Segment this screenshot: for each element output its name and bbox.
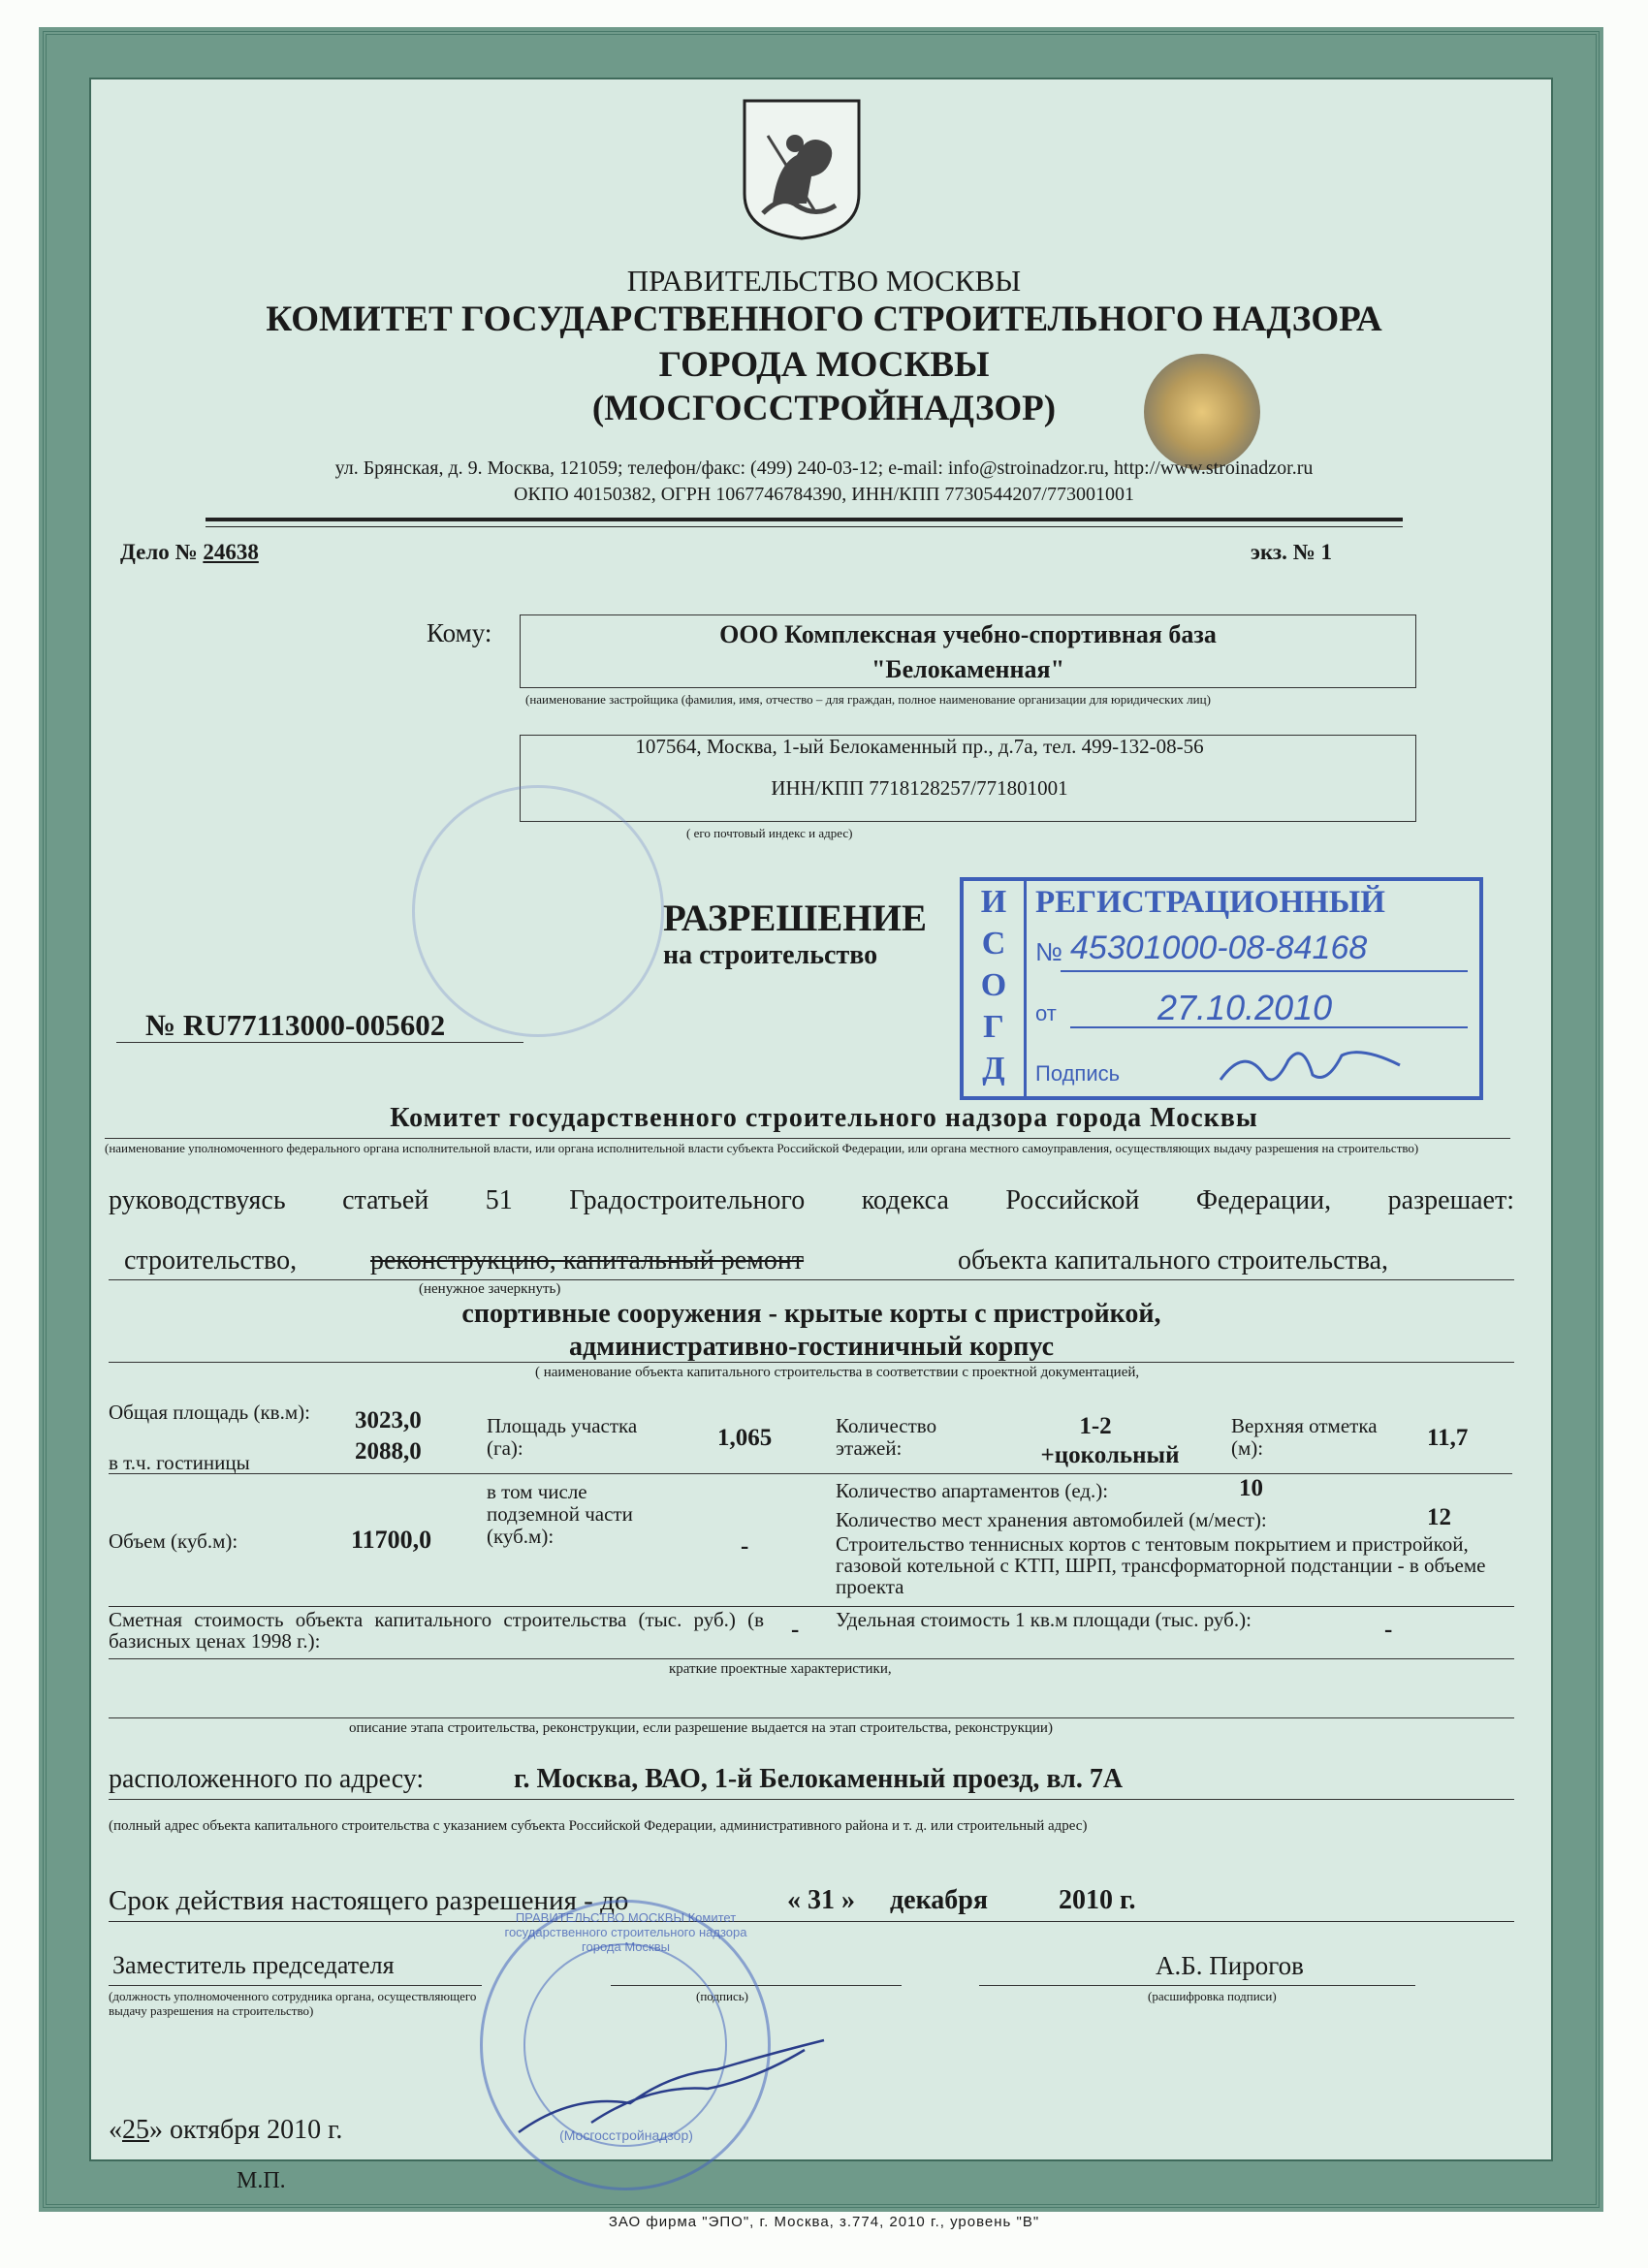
committee-short-name: (МОСГОССТРОЙНАДЗОР) — [591, 389, 1057, 428]
area-underline — [109, 1473, 487, 1474]
underground-value: - — [741, 1533, 749, 1559]
hotel-value: 2088,0 — [355, 1438, 422, 1465]
permit-subtitle: на строительство — [663, 940, 878, 970]
unit-cost-label: Удельная стоимость 1 кв.м площади (тыс. руб.): — [836, 1608, 1252, 1631]
issue-date-day: 25 — [122, 2115, 149, 2145]
issue-date-rest: » октября 2010 г. — [149, 2115, 343, 2145]
recipient-address-line2: ИНН/КПП 7718128257/771801001 — [771, 776, 1068, 800]
stage-underline — [109, 1717, 1514, 1718]
underground-label: в том числе подземной части (куб.м): — [487, 1480, 633, 1548]
position-hint: (должность уполномоченного сотрудника органа, осуществляющего выдачу разрешения на строительство) — [109, 1989, 477, 2018]
apartments-value: 10 — [1239, 1475, 1263, 1501]
plot-value: 1,065 — [717, 1425, 773, 1451]
case-label: Дело № — [120, 540, 198, 564]
recipient-name-line1: ООО Комплексная учебно-спортивная база — [719, 620, 1217, 648]
stamp-signature-icon — [1216, 1036, 1410, 1094]
floors-label: Количество этажей: — [836, 1414, 937, 1460]
stamp-sign-label: Подпись — [1035, 1061, 1121, 1086]
validity-label: Срок действия настоящего разрешения - до — [109, 1885, 629, 1916]
header-divider — [206, 518, 1403, 527]
stamp-letter-2: С — [981, 926, 1006, 961]
case-value: 24638 — [203, 540, 259, 564]
unit-cost-value: - — [1384, 1617, 1393, 1643]
committee-title-line2: ГОРОДА МОСКВЫ — [658, 345, 990, 385]
registration-stamp — [960, 877, 1483, 1100]
object-text: объекта капитального строительства, — [958, 1245, 1389, 1276]
signer-name: А.Б. Пирогов — [1156, 1951, 1304, 1980]
permit-number-underline — [116, 1042, 523, 1043]
stamp-heading: РЕГИСТРАЦИОННЫЙ — [1035, 885, 1385, 920]
stamp-letter-1: И — [980, 884, 1007, 920]
row3-underline — [109, 1658, 1514, 1659]
cost-label: Сметная стоимость объекта капитального строительства (тыс. руб.) (в базисных ценах 1998 г.): — [109, 1608, 764, 1653]
case-number — [120, 540, 259, 565]
official-seal-outer-text: ПРАВИТЕЛЬСТВО МОСКВЫ Комитет государственного строительного надзора города Москвы — [504, 1910, 747, 1954]
recipient-address-line1: 107564, Москва, 1-ый Белокаменный пр., д.7а, тел. 499-132-08-56 — [635, 735, 1204, 758]
stamp-date-value: 27.10.2010 — [1157, 988, 1333, 1027]
issue-date-open: « — [109, 2115, 122, 2145]
floors-value-line1: 1-2 — [1079, 1413, 1112, 1439]
location-label: расположенного по адресу: — [109, 1764, 425, 1794]
stamp-number-label: № — [1035, 937, 1062, 966]
stamp-date-label: от — [1035, 1001, 1057, 1025]
permit-title: РАЗРЕШЕНИЕ — [663, 898, 927, 939]
stamp-side-column — [964, 881, 1027, 1096]
volume-label: Объем (куб.м): — [109, 1529, 238, 1553]
committee-address: ул. Брянская, д. 9. Москва, 121059; телефон/факс: (499) 240-03-12; e-mail: info@stroinadzor.ru, http://www.stroinadzor.ru — [334, 457, 1314, 479]
apartments-label: Количество апартаментов (ед.): — [836, 1479, 1109, 1502]
construction-underline — [109, 1279, 1514, 1280]
guided-text: руководствуясь статьей 51 Градостроительного кодекса Российской Федерации, разрешает: — [109, 1185, 1514, 1215]
name-hint: (расшифровка подписи) — [1148, 1989, 1277, 2003]
object-hint: ( наименование объекта капитального строительства в соответствии с проектной документацией, — [535, 1365, 1140, 1380]
signature-hint: (подпись) — [696, 1989, 748, 2003]
validity-underline — [109, 1921, 1514, 1922]
name-underline — [979, 1985, 1415, 1986]
brief-hint: краткие проектные характеристики, — [669, 1661, 892, 1677]
stamp-letter-4: Г — [983, 1009, 1004, 1045]
stamp-date-line — [1070, 1026, 1468, 1028]
construction-word: строительство, — [124, 1245, 298, 1276]
row1-underline — [487, 1473, 1512, 1474]
parking-label: Количество мест хранения автомобилей (м/мест): — [836, 1508, 1267, 1531]
object-description: Строительство теннисных кортов с тентовым покрытием и пристройкой, газовой котельной с КТП, ШРП, трансформаторной подстанции - в объеме проекта — [836, 1532, 1486, 1598]
parking-value: 12 — [1427, 1504, 1451, 1530]
location-underline — [109, 1799, 1514, 1800]
committee-title-line1: КОМИТЕТ ГОСУДАРСТВЕННОГО СТРОИТЕЛЬНОГО НАДЗОРА — [266, 299, 1382, 339]
stamp-number-value: 45301000-08-84168 — [1070, 929, 1368, 966]
validity-day: « 31 » — [787, 1885, 855, 1915]
top-mark-value: 11,7 — [1427, 1425, 1469, 1451]
object-name-line1: спортивные сооружения - крытые корты с пристройкой, — [461, 1299, 1161, 1329]
object-name-line2: административно-гостиничный корпус — [568, 1332, 1055, 1362]
hotel-label: в т.ч. гостиницы — [109, 1451, 250, 1474]
permit-number: № RU77113000-005602 — [145, 1008, 446, 1042]
stamp-letter-3: О — [980, 967, 1007, 1003]
moscow-coat-of-arms-icon — [739, 97, 865, 242]
printer-footer: ЗАО фирма "ЭПО", г. Москва, з.774, 2010 г., уровень "В" — [608, 2214, 1040, 2230]
total-area-label: Общая площадь (кв.м): — [109, 1401, 310, 1424]
top-mark-label: Верхняя отметка (м): — [1231, 1414, 1378, 1460]
validity-year: 2010 г. — [1059, 1885, 1136, 1915]
cost-value: - — [791, 1617, 800, 1643]
floors-value-line2: +цокольный — [1040, 1442, 1180, 1468]
stamp-number-line — [1061, 970, 1468, 972]
faint-seal — [412, 785, 664, 1037]
position-underline — [109, 1985, 482, 1986]
validity-month: декабря — [890, 1885, 989, 1915]
to-label: Кому: — [427, 618, 492, 647]
official-seal-inner-text: (Мосгосстройнадзор) — [559, 2127, 693, 2143]
recipient-address-hint: ( его почтовый индекс и адрес) — [686, 826, 853, 840]
row2-underline — [109, 1606, 1514, 1607]
government-title: ПРАВИТЕЛЬСТВО МОСКВЫ — [626, 264, 1022, 298]
issuer-underline — [105, 1138, 1510, 1139]
stamp-letter-5: Д — [982, 1051, 1005, 1087]
stage-hint: описание этапа строительства, реконструкции, если разрешение выдается на этап строительства, реконструкции) — [349, 1720, 1053, 1736]
location-hint: (полный адрес объекта капитального строительства с указанием субъекта Российской Федерации, административного района и т. д. или строительный адрес) — [109, 1818, 1088, 1834]
handwritten-signature-icon — [514, 2035, 834, 2142]
total-area-value: 3023,0 — [355, 1407, 422, 1433]
mp-label: М.П. — [237, 2168, 286, 2193]
object-name-underline — [109, 1362, 1514, 1363]
plot-label: Площадь участка (га): — [487, 1414, 638, 1460]
issue-date — [109, 2115, 342, 2146]
committee-codes: ОКПО 40150382, ОГРН 1067746784390, ИНН/КПП 7730544207/773001001 — [514, 484, 1134, 505]
struck-options: реконструкцию, капитальный ремонт — [370, 1245, 805, 1276]
strike-hint: (ненужное зачеркнуть) — [419, 1281, 561, 1297]
copy-number: экз. № 1 — [1251, 540, 1332, 564]
issuer-name: Комитет государственного строительного надзора города Москвы — [390, 1103, 1258, 1133]
issuer-hint: (наименование уполномоченного федерального органа исполнительной власти, или органа исполнительной власти субъекта Российской Федерации, или органа местного самоуправления, осуществляющих выдачу разрешения на строительство) — [105, 1141, 1419, 1155]
location-value: г. Москва, ВАО, 1-й Белокаменный проезд, вл. 7А — [514, 1764, 1124, 1794]
volume-value: 11700,0 — [351, 1526, 432, 1554]
recipient-name-line2: "Белокаменная" — [871, 655, 1065, 683]
signer-position: Заместитель председателя — [112, 1951, 395, 1979]
recipient-name-hint: (наименование застройщика (фамилия, имя, отчество – для граждан, полное наименование организации для юридических лиц) — [525, 692, 1211, 707]
